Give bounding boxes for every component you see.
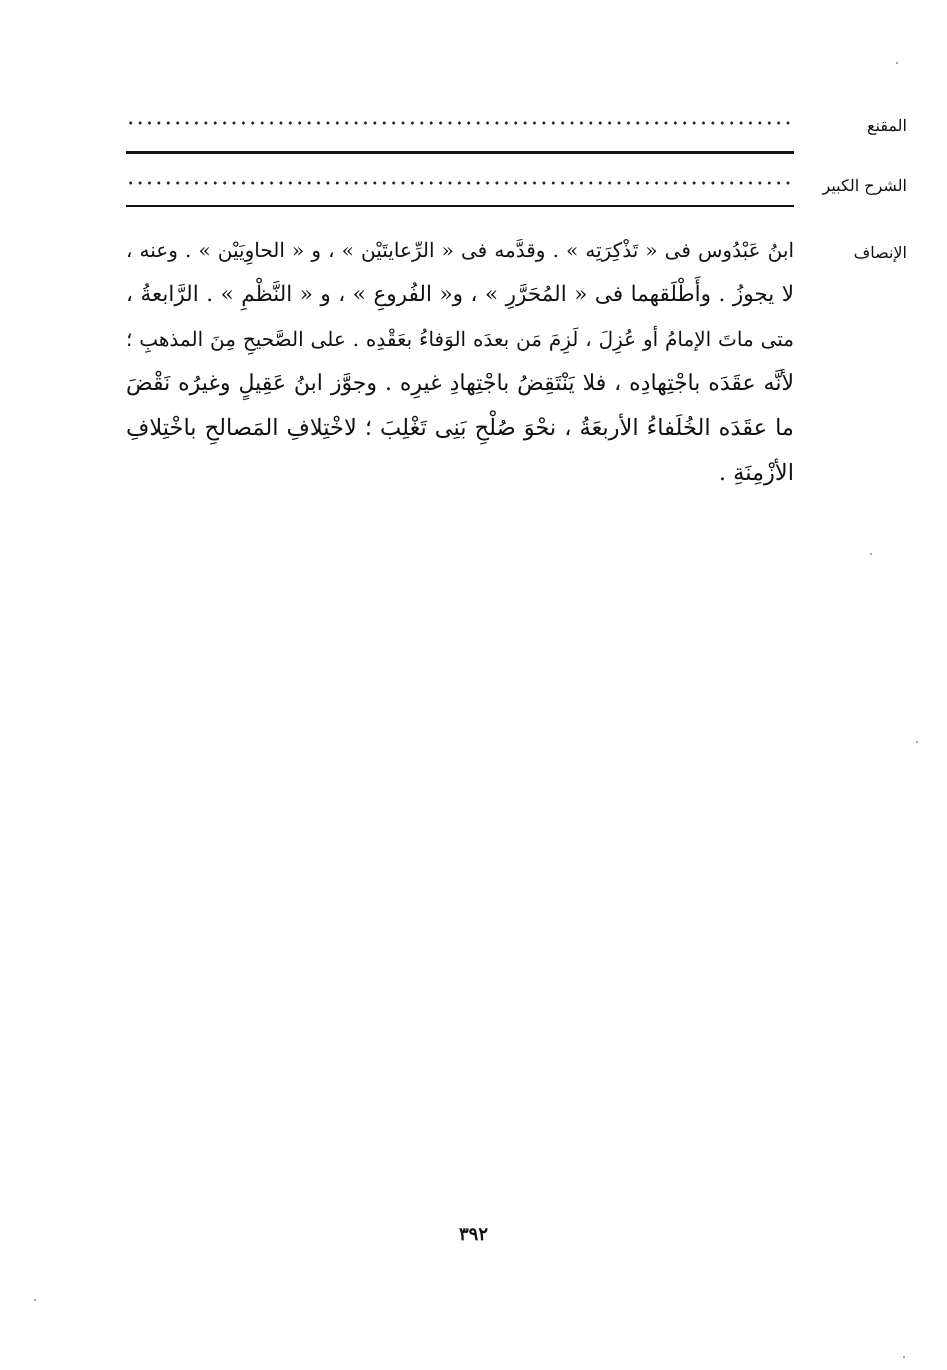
dotted-leader-muqni xyxy=(126,121,794,125)
body-line: ما عقَدَه الخُلَفاءُ الأربعَةُ ، نحْوَ صُلْحِ بَنِى تَغْلِبَ ؛ لاخْتِلافِ المَصالحِ باخْتِلافِ xyxy=(126,415,794,442)
section-label-muqni: المقنع xyxy=(866,116,907,135)
section-label-insaf: الإنصاف xyxy=(853,243,907,262)
scan-speck xyxy=(896,62,898,64)
scan-speck xyxy=(903,1356,905,1358)
body-line: الأزْمِنَةِ . xyxy=(718,459,794,486)
insaf-body-text xyxy=(126,228,794,496)
page-number: ٣٩٢ xyxy=(458,1224,488,1245)
dotted-leader-sharh-kabir xyxy=(126,181,794,185)
scan-speck xyxy=(916,741,918,743)
thin-divider xyxy=(126,205,794,207)
section-label-sharh-kabir: الشرح الكبير xyxy=(822,176,907,195)
scan-speck xyxy=(870,553,872,555)
body-line: متى ماتَ الإمامُ أو عُزِلَ ، لَزِمَ مَن بعدَه الوَفاءُ بعَقْدِه . على الصَّحيحِ مِنَ المذهبِ ؛ xyxy=(126,327,794,352)
body-line: لأنَّه عقَدَه باجْتِهادِه ، فلا يَنْتَقِضُ باجْتِهادِ غيرِه . وجوَّز ابنُ عَقِيلٍ وغيرُه نَقْضَ xyxy=(126,370,794,396)
body-line: ابنُ عَبْدُوس فى « تَذْكِرَتِه » . وقدَّمه فى « الرِّعايتَيْن » ، و « الحاوِيَيْن » . وعنه ، xyxy=(126,238,794,262)
scan-speck xyxy=(34,1299,36,1301)
thick-divider xyxy=(126,151,794,154)
body-line: لا يجوزُ . وأَطْلَقهما فى « المُحَرَّرِ » ، و« الفُروعِ » ، و « النَّظْمِ » . الرَّابعةُ ، xyxy=(126,281,794,307)
